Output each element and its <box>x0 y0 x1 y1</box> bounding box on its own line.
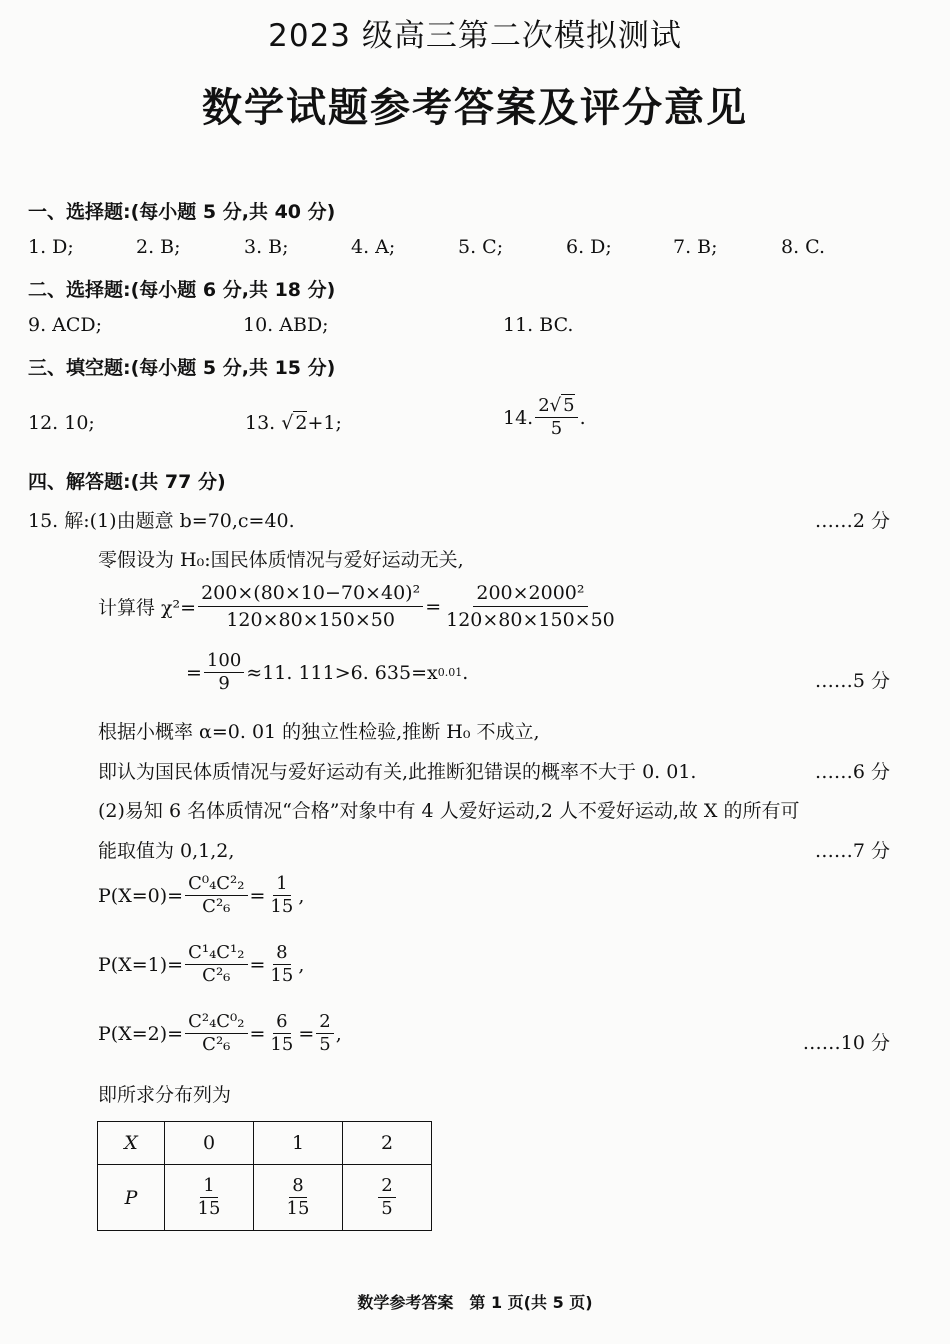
chi-square-fraction-2 <box>443 580 618 633</box>
equals-sign-2: = <box>186 661 202 684</box>
p0-result-numerator: 1 <box>273 873 290 896</box>
answer-14-denominator: 5 <box>550 418 563 439</box>
p2-simplified-fraction <box>316 1011 333 1056</box>
chi-square-fraction-3 <box>204 650 244 695</box>
table-row-x <box>98 1122 432 1165</box>
answer-13-radicand: 2 <box>295 412 308 434</box>
p0-denominator: C²₆ <box>202 896 231 917</box>
p-2-denominator: 5 <box>381 1198 393 1219</box>
q15-null-hypothesis: 零假设为 H₀:国民体质情况与爱好运动无关, <box>98 549 464 571</box>
q15-line-1: 15. 解:(1)由题意 b=70,c=40. <box>28 510 295 532</box>
answer-14-radicand: 5 <box>563 395 575 416</box>
fraction-3-numerator: 100 <box>204 650 244 673</box>
p2-equals-2: = <box>298 1022 315 1045</box>
chi-square-fraction-1 <box>198 580 423 633</box>
p1-equals: = <box>249 953 266 976</box>
answer-1: 1. D; <box>28 236 74 258</box>
p-1-numerator: 8 <box>289 1175 306 1198</box>
table-row-p <box>98 1165 432 1231</box>
table-header-p: P <box>98 1165 165 1231</box>
section-3-heading: 三、填空题:(每小题 5 分,共 15 分) <box>28 357 336 379</box>
table-cell-x-2: 2 <box>343 1122 432 1165</box>
page-footer: 数学参考答案 第 1 页(共 5 页) <box>357 1293 593 1312</box>
q15-test-conclusion: 根据小概率 α=0. 01 的独立性检验,推断 H₀ 不成立, <box>98 721 540 743</box>
p1-result-fraction <box>267 942 296 987</box>
q15-part-2-line-2: 能取值为 0,1,2, <box>98 840 235 862</box>
table-cell-x-1: 1 <box>254 1122 343 1165</box>
p2-combination-fraction <box>185 1011 247 1056</box>
p1-denominator: C²₆ <box>202 965 231 986</box>
answer-14-coefficient: 2 <box>538 395 550 416</box>
answer-7: 7. B; <box>673 236 718 258</box>
table-cell-p-2 <box>343 1165 432 1231</box>
p2-numerator: C²₄C⁰₂ <box>185 1011 247 1034</box>
score-5: ……5 分 <box>814 670 890 692</box>
exam-title: 2023 级高三第二次模拟测试 <box>268 18 682 54</box>
answer-13: 13. √ 2+1; <box>245 412 342 434</box>
answer-14-number: 14. <box>503 406 534 429</box>
p2-denominator: C²₆ <box>202 1034 231 1055</box>
answer-12: 12. 10; <box>28 412 95 434</box>
answer-13-number: 13. <box>245 412 276 434</box>
table-cell-p-1 <box>254 1165 343 1231</box>
section-1-heading: 一、选择题:(每小题 5 分,共 40 分) <box>28 201 336 223</box>
p2-result-fraction <box>267 1011 296 1056</box>
p0-numerator: C⁰₄C²₂ <box>185 873 247 896</box>
answer-14 <box>503 395 586 440</box>
p2-result-denominator: 15 <box>270 1034 294 1055</box>
probability-x-0 <box>98 873 304 918</box>
distribution-table <box>97 1121 432 1231</box>
fraction-3-denominator: 9 <box>218 673 230 694</box>
p1-label: P(X=1)= <box>98 953 184 976</box>
fraction-1-numerator: 200×(80×10−70×40)² <box>198 580 423 607</box>
q15-chi-square-calc <box>98 580 620 633</box>
p0-combination-fraction <box>185 873 247 918</box>
p-0-numerator: 1 <box>200 1175 217 1198</box>
q15-part-2-line-1: (2)易知 6 名体质情况“合格”对象中有 4 人爱好运动,2 人不爱好运动,故 X 的所有可 <box>98 800 800 822</box>
document-title: 数学试题参考答案及评分意见 <box>202 85 748 131</box>
distribution-label: 即所求分布列为 <box>98 1084 232 1106</box>
probability-x-1 <box>98 942 304 987</box>
p1-result-denominator: 15 <box>270 965 294 986</box>
answer-11: 11. BC. <box>503 314 574 336</box>
answer-9: 9. ACD; <box>28 314 103 336</box>
p1-result-numerator: 8 <box>273 942 290 965</box>
p0-comma: , <box>298 884 305 907</box>
calc-label: 计算得 χ²= <box>98 597 197 619</box>
p-0-denominator: 15 <box>197 1198 221 1219</box>
p0-result-denominator: 15 <box>270 896 294 917</box>
p-1-denominator: 15 <box>286 1198 310 1219</box>
score-10: ……10 分 <box>802 1032 890 1054</box>
fraction-2-denominator: 120×80×150×50 <box>446 609 615 631</box>
p1-numerator: C¹₄C¹₂ <box>185 942 247 965</box>
answer-4: 4. A; <box>351 236 396 258</box>
p2-comma: , <box>335 1022 342 1045</box>
answer-6: 6. D; <box>566 236 612 258</box>
p2-result-numerator: 6 <box>273 1011 290 1034</box>
answer-8: 8. C. <box>781 236 826 258</box>
p1-comma: , <box>298 953 305 976</box>
q15-inference: 即认为国民体质情况与爱好运动有关,此推断犯错误的概率不大于 0. 01. <box>98 761 697 783</box>
score-2: ……2 分 <box>814 510 890 532</box>
comparison-end: . <box>462 661 469 684</box>
fraction-2-numerator: 200×2000² <box>473 580 587 607</box>
answer-14-fraction: $\frac{2√ 5}{5}$ <box>535 395 577 440</box>
p-2-numerator: 2 <box>378 1175 395 1198</box>
equals-sign: = <box>425 595 442 618</box>
section-2-heading: 二、选择题:(每小题 6 分,共 18 分) <box>28 279 336 301</box>
p0-label: P(X=0)= <box>98 884 184 907</box>
answer-13-tail: +1; <box>307 412 342 434</box>
table-header-x: X <box>98 1122 165 1165</box>
p0-equals: = <box>249 884 266 907</box>
fraction-1-denominator: 120×80×150×50 <box>226 609 395 631</box>
answer-5: 5. C; <box>458 236 504 258</box>
p2-simplified-denominator: 5 <box>319 1034 331 1055</box>
p2-equals: = <box>249 1022 266 1045</box>
probability-x-2 <box>98 1011 342 1056</box>
comparison-text: ≈11. 111>6. 635=x <box>246 661 438 684</box>
critical-value-subscript: 0.01 <box>437 666 463 679</box>
answer-10: 10. ABD; <box>243 314 329 336</box>
score-7: ……7 分 <box>814 840 890 862</box>
p2-label: P(X=2)= <box>98 1022 184 1045</box>
section-4-heading: 四、解答题:(共 77 分) <box>28 471 226 493</box>
q15-chi-square-result <box>186 650 468 695</box>
p1-combination-fraction <box>185 942 247 987</box>
table-cell-p-0 <box>165 1165 254 1231</box>
p2-simplified-numerator: 2 <box>316 1011 333 1034</box>
answer-3: 3. B; <box>244 236 289 258</box>
p0-result-fraction <box>267 873 296 918</box>
score-6: ……6 分 <box>814 761 890 783</box>
table-cell-x-0: 0 <box>165 1122 254 1165</box>
answer-14-period: . <box>579 406 586 429</box>
answer-2: 2. B; <box>136 236 181 258</box>
